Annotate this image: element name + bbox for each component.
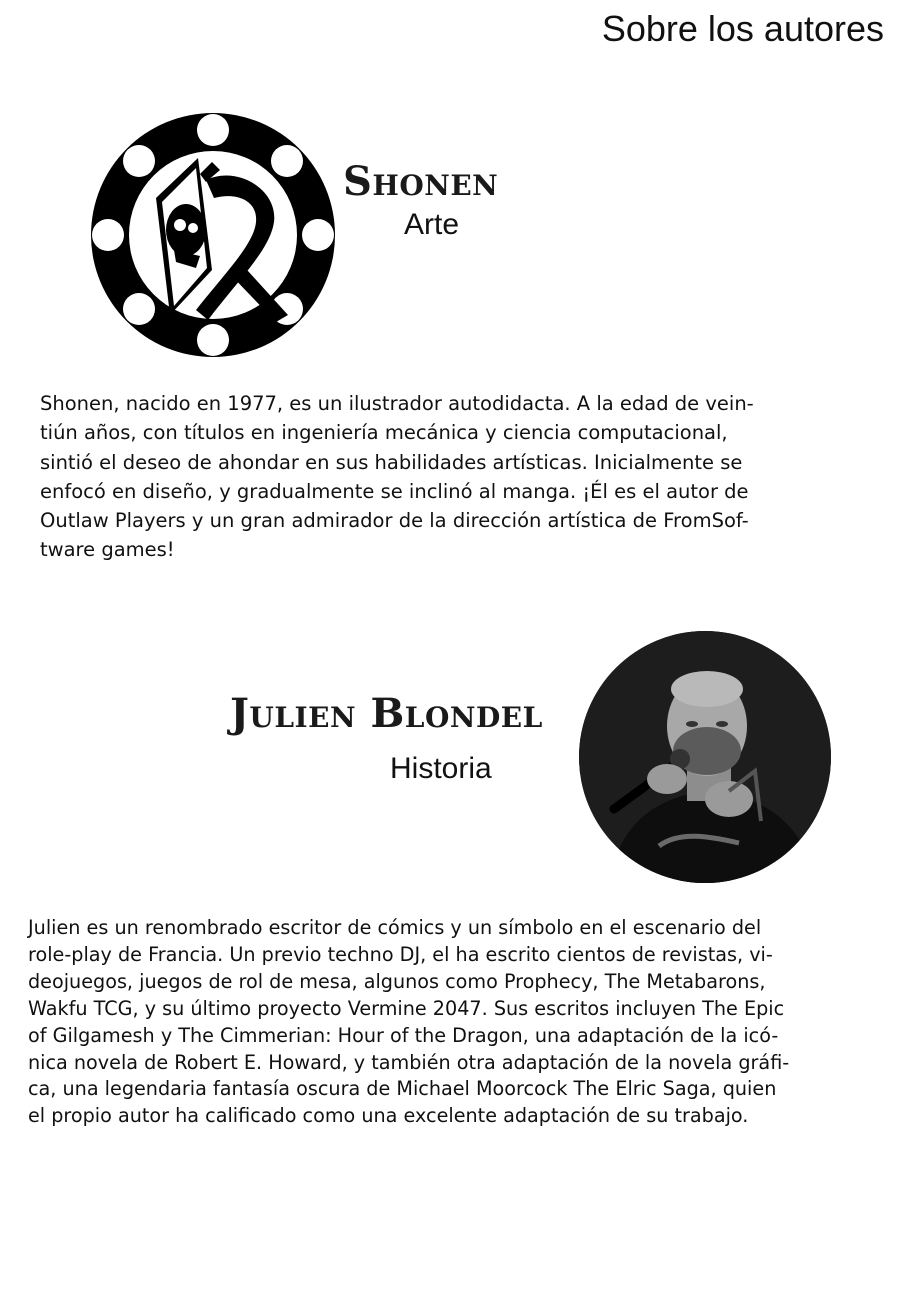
skull-gear-logo-icon [88,110,338,360]
page-title: Sobre los autores [601,8,884,49]
bio-line: tware games! [40,538,175,562]
bio-line: sintió el deseo de ahondar en sus habilidades artísticas. Inicialmente se [40,450,743,474]
author-role-julien: Historia [390,752,492,785]
bio-line: enfocó en diseño, y gradualmente se inclinó al manga. ¡Él es el autor de [40,479,749,503]
author-bio-julien [28,915,789,1130]
bio-line: Outlaw Players y un gran admirador de la dirección artística de FromSof- [40,509,749,533]
portrait-icon [579,631,831,883]
bio-line: deojuegos, juegos de rol de mesa, algunos como Prophecy, The Metabarons, [28,969,766,993]
author-portrait-photo [579,631,831,883]
bio-line: tiún años, con títulos en ingeniería mecánica y ciencia computacional, [40,421,728,445]
bio-line: ca, una legendaria fantasía oscura de Michael Moorcock The Elric Saga, quien [28,1077,777,1101]
bio-line: Julien es un renombrado escritor de cómics y un símbolo en el escenario del [28,916,762,939]
author-name-shonen: Shonen [343,158,499,205]
bio-line: of Gilgamesh y The Cimmerian: Hour of the Dragon, una adaptación de la icó- [28,1023,779,1047]
author-name-julien: Julien Blondel [230,690,543,737]
bio-line: el propio autor ha calificado como una excelente adaptación de su trabajo. [28,1104,749,1128]
bio-line: Wakfu TCG, y su último proyecto Vermine 2047. Sus escritos incluyen The Epic [28,996,785,1020]
author-bio-shonen [40,389,754,565]
bio-line: nica novela de Robert E. Howard, y también otra adaptación de la novela gráfi- [28,1050,790,1074]
author-role-shonen: Arte [404,208,460,241]
bio-line: Shonen, nacido en 1977, es un ilustrador autodidacta. A la edad de vein- [40,392,754,415]
bio-line: role-play de Francia. Un previo techno DJ, el ha escrito cientos de revistas, vi- [28,942,773,966]
